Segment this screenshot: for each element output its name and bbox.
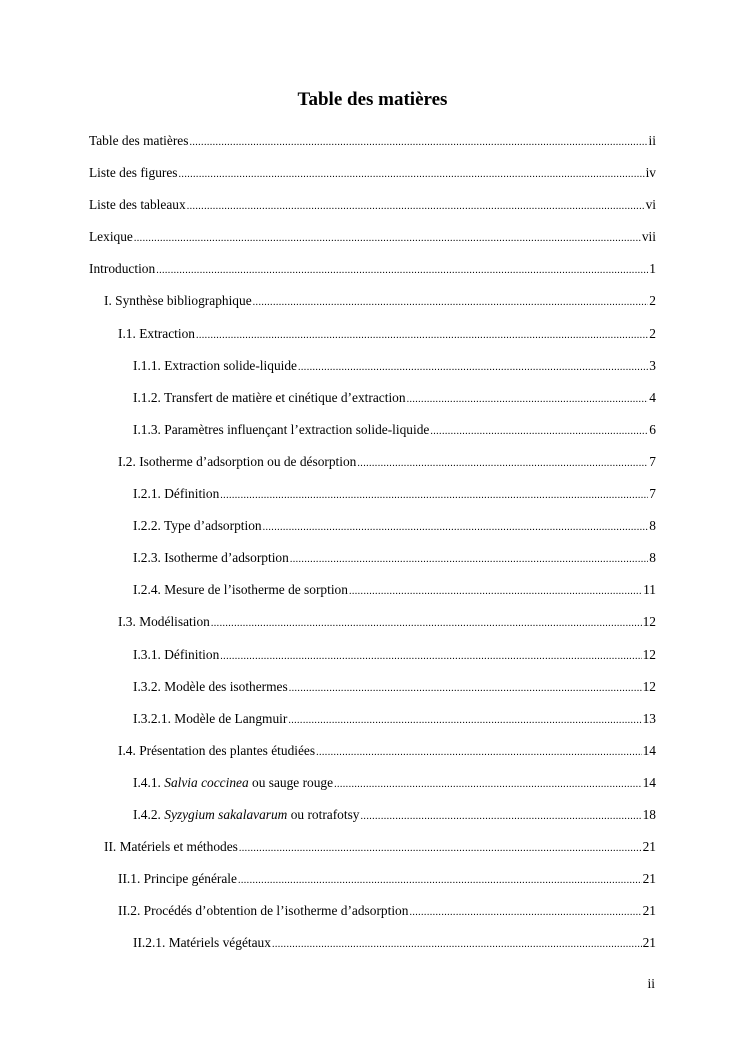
- toc-entry[interactable]: [89, 195, 656, 227]
- toc-entry-page: ii: [648, 133, 656, 148]
- toc-dot-leader: [288, 711, 641, 731]
- toc-dot-leader: [220, 486, 648, 506]
- toc-entry[interactable]: [89, 452, 656, 484]
- toc-entry-label: I. Synthèse bibliographique: [104, 293, 252, 309]
- toc-entry-label: Liste des figures: [89, 165, 178, 181]
- toc-entry[interactable]: [89, 291, 656, 323]
- toc-entry[interactable]: [89, 548, 656, 580]
- toc-entry-page: 18: [642, 806, 656, 822]
- toc-dot-leader: [196, 326, 648, 346]
- toc-entry[interactable]: [89, 805, 656, 837]
- toc-dot-leader: [239, 839, 642, 859]
- toc-entry[interactable]: [89, 837, 656, 869]
- toc-dot-leader: [263, 518, 649, 538]
- toc-entry[interactable]: [89, 420, 656, 452]
- toc-dot-leader: [316, 743, 642, 763]
- toc-entry-page: 21: [642, 839, 656, 855]
- toc-entry[interactable]: [89, 163, 656, 195]
- toc-entry-page: 7: [649, 486, 656, 502]
- toc-entry-page: 12: [642, 678, 656, 694]
- toc-entry[interactable]: [89, 388, 656, 420]
- toc-dot-leader: [349, 582, 642, 602]
- toc-entry-label: Introduction: [89, 261, 156, 277]
- toc-entry[interactable]: [89, 709, 656, 741]
- toc-entry-page: 14: [642, 774, 656, 790]
- toc-entry-label-prefix: I.4.2.: [133, 806, 165, 822]
- toc-entry-label-suffix: ou rotrafotsy: [287, 806, 360, 822]
- toc-entry-page: 4: [649, 389, 656, 405]
- toc-dot-leader: [187, 197, 645, 217]
- toc-dot-leader: [361, 807, 642, 827]
- toc-entry[interactable]: [89, 516, 656, 548]
- toc-entry-label: [133, 805, 360, 825]
- toc-entry-page: 13: [642, 710, 656, 726]
- toc-entry-page: iv: [645, 165, 656, 181]
- toc-entry-page: vii: [641, 229, 656, 245]
- toc-entry-label: [133, 773, 333, 793]
- toc-dot-leader: [334, 775, 642, 795]
- toc-dot-leader: [357, 454, 648, 474]
- toc-entry[interactable]: [89, 131, 656, 163]
- toc-entry[interactable]: [89, 645, 656, 677]
- toc-entry-page: 2: [649, 325, 656, 341]
- toc-entry-page: 8: [649, 518, 656, 534]
- toc-entry-label-prefix: I.4.1.: [133, 774, 165, 790]
- toc-dot-leader: [253, 293, 649, 313]
- toc-entry-page: 12: [642, 646, 656, 662]
- toc-entry[interactable]: [89, 741, 656, 773]
- toc-entry-page: 12: [642, 614, 656, 630]
- toc-entry-page: 7: [649, 453, 656, 469]
- toc-dot-leader: [409, 903, 641, 923]
- toc-entry-page: 6: [649, 421, 656, 437]
- toc-entry-page: 21: [642, 871, 656, 887]
- toc-entry-label: I.2.1. Définition: [133, 486, 220, 502]
- toc-entry-page: vi: [645, 197, 656, 213]
- table-of-contents: [89, 131, 656, 965]
- toc-entry-page: 21: [642, 935, 656, 951]
- toc-entry-label: I.2.3. Isotherme d’adsorption: [133, 550, 289, 566]
- toc-entry-label: Lexique: [89, 229, 133, 245]
- toc-dot-leader: [407, 390, 649, 410]
- page-title: Table des matières: [297, 89, 448, 110]
- toc-entry-label: I.2.2. Type d’adsorption: [133, 518, 262, 534]
- toc-entry-page: 1: [649, 261, 656, 277]
- toc-entry-label: I.1.1. Extraction solide-liquide: [133, 357, 297, 373]
- toc-entry-page: 8: [649, 550, 656, 566]
- toc-entry-label: I.3.2. Modèle des isothermes: [133, 678, 288, 694]
- toc-entry-label: II.2.1. Matériels végétaux: [133, 935, 271, 951]
- toc-entry-page: 3: [649, 357, 656, 373]
- toc-dot-leader: [298, 358, 648, 378]
- toc-dot-leader: [238, 871, 642, 891]
- toc-entry[interactable]: [89, 869, 656, 901]
- toc-entry-label: Table des matières: [89, 133, 189, 148]
- toc-entry[interactable]: [89, 901, 656, 933]
- toc-entry-page: 2: [649, 293, 656, 309]
- toc-entry[interactable]: [89, 580, 656, 612]
- toc-entry[interactable]: [89, 259, 656, 291]
- toc-entry-page: 21: [642, 903, 656, 919]
- toc-entry[interactable]: [89, 227, 656, 259]
- toc-entry-label: I.1.2. Transfert de matière et cinétique d’extraction: [133, 389, 406, 405]
- toc-entry-label: I.3.2.1. Modèle de Langmuir: [133, 710, 288, 726]
- toc-dot-leader: [220, 647, 641, 667]
- toc-entry-label: I.3. Modélisation: [118, 614, 210, 630]
- toc-dot-leader: [179, 165, 645, 185]
- toc-entry[interactable]: [89, 324, 656, 356]
- toc-dot-leader: [189, 133, 647, 153]
- toc-dot-leader: [134, 229, 641, 249]
- toc-entry[interactable]: [89, 773, 656, 805]
- toc-dot-leader: [272, 935, 642, 955]
- toc-dot-leader: [289, 679, 642, 699]
- toc-entry[interactable]: [89, 677, 656, 709]
- toc-entry-label: II.1. Principe générale: [118, 871, 237, 887]
- toc-entry-label: Liste des tableaux: [89, 197, 186, 213]
- toc-dot-leader: [156, 261, 648, 281]
- toc-entry-label: I.2. Isotherme d’adsorption ou de désorption: [118, 453, 357, 469]
- page-number: ii: [647, 976, 655, 991]
- toc-entry-label-species: Syzygium sakalavarum: [164, 806, 288, 822]
- toc-dot-leader: [430, 422, 648, 442]
- toc-entry[interactable]: [89, 933, 656, 965]
- toc-entry-label: II. Matériels et méthodes: [104, 839, 238, 855]
- toc-entry-label-suffix: ou sauge rouge: [248, 774, 334, 790]
- toc-entry-label-species: Salvia coccinea: [164, 774, 249, 790]
- toc-entry-label: I.1. Extraction: [118, 325, 195, 341]
- toc-entry-label: I.2.4. Mesure de l’isotherme de sorption: [133, 582, 348, 598]
- toc-dot-leader: [211, 614, 642, 634]
- toc-entry[interactable]: [89, 612, 656, 644]
- toc-entry[interactable]: [89, 356, 656, 388]
- toc-entry-label: I.3.1. Définition: [133, 646, 220, 662]
- toc-entry-label: I.4. Présentation des plantes étudiées: [118, 742, 316, 758]
- toc-entry-label: I.1.3. Paramètres influençant l’extraction solide-liquide: [133, 421, 430, 437]
- toc-entry-page: 11: [643, 582, 656, 598]
- toc-dot-leader: [290, 550, 648, 570]
- toc-entry-label: II.2. Procédés d’obtention de l’isotherme d’adsorption: [118, 903, 409, 919]
- toc-entry-page: 14: [642, 742, 656, 758]
- toc-entry[interactable]: [89, 484, 656, 516]
